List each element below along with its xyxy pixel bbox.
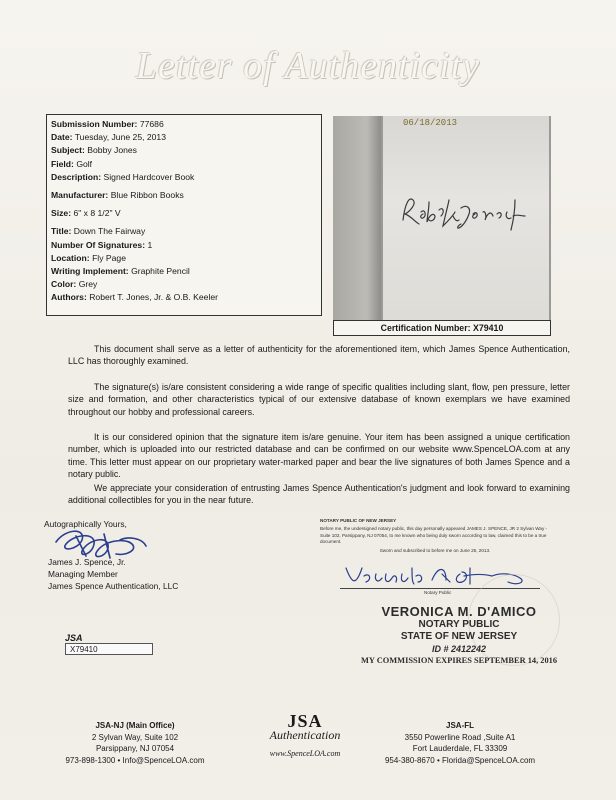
notary-stamp <box>344 604 574 667</box>
detail-label: Color: <box>51 279 77 290</box>
page-title: Letter of Authenticity <box>135 45 481 87</box>
office-address-line1: 3550 Powerline Road ,Suite A1 <box>404 732 516 742</box>
footer-jsa-logo <box>250 713 360 758</box>
paragraph-text: It is our considered opinion that the signature item is/are genuine. Your item has been assigned a unique certification number, which is uploaded into our restricted database and can be confirmed on our website www.SpenceLOA.com at any time. This letter must appear on our proprietary water-marked paper and bear the live signatures of both James Spence and a notary public. <box>68 432 570 480</box>
item-details-box <box>46 114 322 316</box>
paragraph-text: This document shall serve as a letter of authenticity for the aforementioned item, which James Spence Authentication, LLC has thoroughly examined. <box>68 344 570 367</box>
jsa-logo-tagline: Authentication <box>269 728 341 742</box>
detail-value: Fly Page <box>92 252 126 263</box>
notary-body: Before me, the undersigned notary public, this day personally appeared JAMES J. SPENCE, JR 2 Sylvan Way - Suite 102, Parsippany, NJ 07054, to me known who being duly sworn according to law, claimed this to be a true document. <box>320 526 548 545</box>
detail-row <box>51 265 317 278</box>
detail-value: 6" x 8 1/2" V <box>73 208 121 219</box>
office-address-line2: Parsippany, NJ 07054 <box>95 744 175 754</box>
detail-row <box>51 207 317 220</box>
detail-value: Graphite Pencil <box>131 266 190 277</box>
sticker-number: X79410 <box>65 643 153 655</box>
detail-value: Robert T. Jones, Jr. & O.B. Keeler <box>89 292 219 303</box>
paragraph-opinion <box>68 431 570 481</box>
office-address-line2: Fort Lauderdale, FL 33309 <box>412 744 508 754</box>
detail-row <box>51 225 317 238</box>
detail-label: Manufacturer: <box>51 190 109 201</box>
certification-number: X79410 <box>473 323 504 333</box>
stamp-commission: MY COMMISSION EXPIRES SEPTEMBER 14, 2016 <box>360 656 558 665</box>
notary-statement <box>320 518 550 554</box>
office-title: JSA-FL <box>446 721 474 730</box>
detail-row <box>51 189 317 202</box>
detail-label: Submission Number: <box>51 119 138 129</box>
book-page-edge <box>333 116 381 320</box>
stamp-state: STATE OF NEW JERSEY <box>400 631 518 642</box>
closing-greeting: Autographically Yours, <box>44 519 127 529</box>
detail-value: Signed Hardcover Book <box>103 171 195 182</box>
footer-nj-office <box>60 720 210 766</box>
detail-label: Size: <box>51 208 72 219</box>
photo-date-stamp: 06/18/2013 <box>403 118 458 128</box>
detail-label: Date: <box>51 132 73 143</box>
bobby-jones-signature <box>397 186 537 236</box>
paragraph-closing <box>68 482 570 507</box>
footer-fl-office <box>380 720 540 766</box>
certification-number-box <box>333 320 551 336</box>
detail-value: Bobby Jones <box>87 145 137 156</box>
paragraph-signature <box>68 381 570 418</box>
detail-row <box>51 144 317 157</box>
detail-label: Subject: <box>51 145 85 156</box>
detail-row <box>51 291 317 304</box>
paragraph-text: The signature(s) is/are consistent considering a wide range of specific qualities including slant, flow, pen pressure, letter size and formation, and other characteristics typical of our extensive database of known exemplars we have examined throughout our hobby and professional careers. <box>68 382 570 417</box>
detail-label: Number Of Signatures: <box>51 239 146 250</box>
detail-row <box>51 171 317 184</box>
jsa-logo-text: JSA <box>287 711 323 731</box>
detail-value: 77686 <box>139 119 164 129</box>
paragraph-text: We appreciate your consideration of entrusting James Spence Authentication's judgment and look forward to examining additional collectibles for you in the near future. <box>68 483 570 506</box>
detail-row <box>51 252 317 265</box>
signer-company: James Spence Authentication, LLC <box>48 581 179 591</box>
office-title: JSA-NJ (Main Office) <box>95 721 175 730</box>
detail-label: Field: <box>51 158 74 169</box>
office-address-line1: 2 Sylvan Way, Suite 102 <box>91 732 179 742</box>
jsa-hologram-sticker <box>65 633 155 655</box>
detail-row <box>51 131 317 144</box>
detail-row <box>51 118 317 131</box>
detail-value: 1 <box>147 239 153 250</box>
detail-value: Down The Fairway <box>73 226 146 237</box>
stamp-name: VERONICA M. D'AMICO <box>381 604 537 619</box>
office-contact: 973-898-1300 • Info@SpenceLOA.com <box>65 755 205 765</box>
notary-sworn: Sworn and subscribed to before me on June 25, 2013. <box>379 547 491 553</box>
jsa-website: www.SpenceLOA.com <box>269 749 341 758</box>
sticker-logo: JSA <box>65 633 83 643</box>
certification-label: Certification Number: <box>380 323 471 333</box>
signer-name: James J. Spence, Jr. <box>48 557 126 567</box>
stamp-title: NOTARY PUBLIC <box>418 619 500 630</box>
paragraph-intro <box>68 343 570 368</box>
signer-role: Managing Member <box>48 569 118 579</box>
detail-label: Location: <box>51 252 90 263</box>
detail-label: Authors: <box>51 292 87 303</box>
detail-value: Blue Ribbon Books <box>110 190 184 201</box>
detail-value: Tuesday, June 25, 2013 <box>74 132 166 143</box>
detail-row <box>51 239 317 252</box>
office-contact: 954-380-8670 • Florida@SpenceLOA.com <box>384 755 536 765</box>
detail-label: Description: <box>51 171 102 182</box>
detail-row <box>51 278 317 291</box>
detail-value: Golf <box>76 158 93 169</box>
notary-public-label: Notary Public <box>424 590 452 595</box>
detail-row <box>51 158 317 171</box>
detail-label: Title: <box>51 226 72 237</box>
item-photo <box>333 116 551 320</box>
detail-value: Grey <box>78 279 98 290</box>
stamp-id: ID # 2412242 <box>431 644 487 654</box>
detail-label: Writing Implement: <box>51 266 129 277</box>
notary-header: NOTARY PUBLIC OF NEW JERSEY <box>320 518 397 523</box>
signer-details <box>48 556 178 592</box>
